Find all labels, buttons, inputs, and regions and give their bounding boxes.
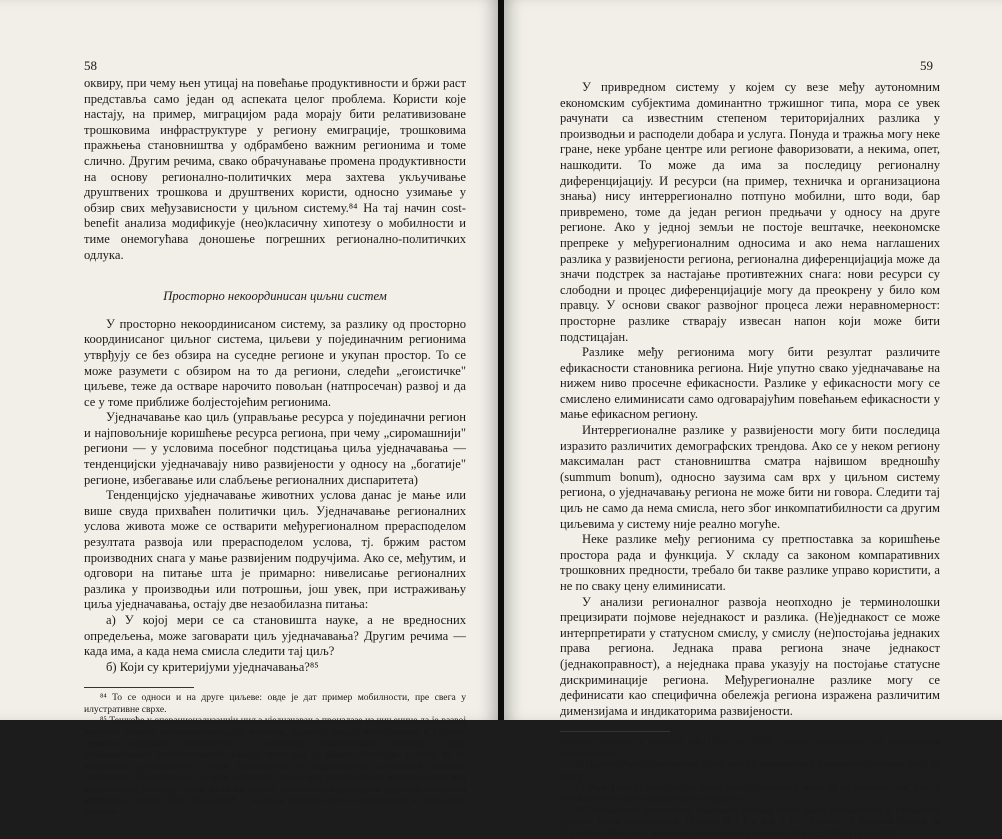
paragraph: У просторно некоординисаном систему, за разлику од просторно координисаног циљног система, циљеви у појединачним регионима утврђују се без обзира на суседне регионе и укупан простор. То се може разумети с обзиром на то да региони, следећи „егоистичке" циљеве, теже да остваре нарочито повољан (натпросечан) развој и да се у томе приближе болјестојећим регионима. (84, 316, 466, 409)
paragraph: У анализи регионалног развоја неопходно је терминолошки прецизирати појмове неједнакост и разлика. (Не)једнакост се може интерпретирати у статусном смислу, у смислу (не)постојања једнаких права региона. Једнака права региона значе једнакост (једнакоправност), а неједнака права указују на постојање статусне дискриминације региона. Међурегионалне разлике могу се дефинисати као специфична обележја региона изражена различитим димензијама и индикаторима развијености. (560, 594, 940, 718)
right-page (504, 0, 1002, 839)
paragraph: Уједначавање као циљ (управљање ресурса у појединачни регион и најповољније коришћење ресурса региона, при чему „сиромашнији" региони — у условима посебног подстицања циља уједначавања — тенденцијски уједначавају ниво развијености у односу на „богатије" регионе, избегавање или слабљење регионалних диспаритета) (84, 410, 466, 487)
footnote-rule (560, 731, 670, 732)
footnote-84: ⁸⁴ То се односи и на друге циљеве: овде је дат пример мобилности, пре свега у илустративне сврхе. (84, 692, 466, 715)
left-body (84, 76, 466, 818)
question-b: б) Који су критеријуми уједначавања?⁸⁵ (106, 659, 319, 674)
footnotes (560, 736, 940, 839)
footnote-continuation: венских региона у периоду од 1952. до 1983. године, примењује три критеријума уједначавања: (560, 736, 940, 759)
footnote-item-b: б) Ролс (Rawls) критеријум: стопа раста развијених може да се повећава све док се повећава стопа раста неразвијених подручја. (560, 781, 940, 805)
paragraph: оквиру, при чему њен утицај на повећање продуктивности и бржи раст представља само један од аспеката целог проблема. Користи које настају, на пример, миграцијом рада морају бити релативизоване трошковима инфраструктуре у региону емиграције, трошковима пражњења становништва у одбрамбено важним регионима и томе слично. Другим речима, свако обрачунавање промена продуктивности на основу регионално-политичких мера захтева укључивање друштвених трошкова и друштвених користи, односно узимање у обзир свих међузависности у циљном систему.⁸⁴ На тај начин cost-benefit анализа модификује (нео)класичну хипотезу о мобилности и тиме онемогућава доношење погрешних регионално-политичких одлука. (84, 76, 466, 262)
paragraph: У привредном систему у којем су везе међу аутономним економским субјектима доминантно тржишног типа, мора се увек рачунати са известним степеном територијалних разлика у производњи и расподели добара и услуга. Понуда и тражња могу неке гране, неке урбане центре или регионе фаворизовати, а некима, опет, нашкодити. То може да има за последицу регионалну диференцијацију. И ресурси (на пример, техничка и организациона знања) нису интеррегионално потпуно мобилни, што води, бар привремено, томе да један регион предњачи у односу на друге регионе. Ако у једној земљи не постоје вештачке, неекономске препреке у међурегионалним односима и ако нема наглашених разлика у развијености региона, регионална диференцијација може да значи подстрек за настајање противтежних снага: нови ресурси су слободни и процес диференцијације могу да преокрену у било ком правцу. У основи сваког развојног процеса лежи неравномерност: просторне разлике стварају извесан напон који може бити подстицајан. (560, 80, 940, 344)
right-body (560, 80, 940, 839)
left-page (0, 0, 498, 818)
page-number: 58 (84, 58, 97, 73)
question-a: а) У којој мери се са становишта науке, а не вредносних опредељења, може заговарати циљ уједначавања? Другим речима — када има, а када нема смисла следити тај циљ? (84, 613, 466, 659)
footnote-85: ⁸⁵ Тешкоће у операционализацији циља уједначавања произлазе из чињенице да је развој изузетно сложен, вишедимензионалан феномен, односно процес многобројних и сталних промена неједнаког интензитета и различитих квалитативних обележја. Таква неравномерност (асиметричност) развоја мало кад је вољни ситуацији у којој ће се регионални диспаритети у свим димензијама (и индикаторима) смањивати, односно повећавати. Без обзира на то који индикатор служе као репрезентанти конвергенције или дивергенције региона, остаје да се на основу различитих критеријума вреднује остварени регионални развој. Тако Милановић, у анализи образаца раста неразвијених и развијених југосло- (84, 715, 466, 818)
paragraph: Тенденцијско уједначавање животних услова данас је мање или више свуда прихваћен политички циљ. Уједначавање регионалних услова живота може се остварити међурегионалном прерасподелом резултата развоја или прерасподелом услова, тј. бржим растом производних снага у мање развијеним подручјима. Ако се, међутим, и одговори на питање шта је примарно: нивелисање регионалних разлика у производњи или потрошњи, још увек, при истраживању циља уједначавања, остају две незаобилазна питања: (84, 488, 466, 612)
footnote-item-c: в) Верховенски критеријум: позитивну разлику стопа раста неразвијених и развијених региона треба максимирати. (Branko M i l a n o v i ć, Patterns of Regional Growth in Yugoslavia, 1952—83, Journal of Development Economics, Vol. 25, 1987, стр. 1—19). (560, 804, 940, 839)
footnote-item-a: а) Парето (Pareto) критеријум: стопе раста и неразвијених и развијених региона треба да расту; (560, 759, 940, 782)
paragraph: Разлике међу регионима могу бити резултат различите ефикасности становника региона. Није упутно свако уједначавање на нижем ниво просечне ефикасности. Разлике у ефикасности могу се смислено елиминисати само одговарајућим повећањем ефикасности у мање ефикасном региону. (560, 345, 940, 422)
footnotes (84, 692, 466, 817)
paragraph: Интеррегионалне разлике у развијености могу бити последица изразито различитих демографских трендова. Ако се у неком региону максималан раст становништва сматра највишом вредношћу (summum bonum), односно заузима сам врх у циљном систему региона, о уједначавању региона не може бити ни говора. Следити тај циљ не само да нема смисла, него због инкомпатибилности са другим циљевима у систему није реално могуће. (560, 423, 940, 531)
page-number: 59 (920, 58, 933, 73)
footnote-rule (84, 687, 194, 688)
section-heading: Просторно некоординисан циљни систем (163, 289, 387, 304)
paragraph: Неке разлике међу регионима су претпоставка за коришћење простора рада и функција. У складу са законом компаративних трошковних предности, требало би такве разлике управо користити, а не по сваку цену елиминисати. (560, 532, 940, 593)
